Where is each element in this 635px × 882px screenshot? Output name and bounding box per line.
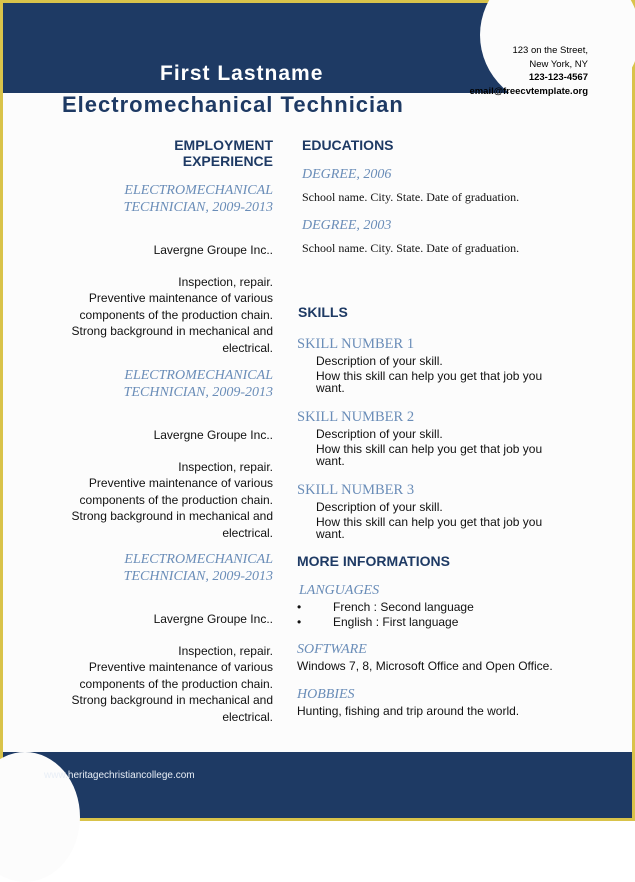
skill-help-line1: How this skill can help you get that job you	[316, 442, 543, 456]
footer-website-link[interactable]: www.heritagechristiancollege.com	[44, 770, 195, 781]
company: Lavergne Groupe Inc..	[153, 612, 273, 626]
company: Lavergne Groupe Inc..	[153, 243, 273, 257]
address-line-2: New York, NY	[529, 58, 588, 70]
job-title: Electromechanical Technician	[62, 92, 404, 117]
job-entry-2	[40, 368, 273, 541]
skill-desc: Description of your skill.	[316, 500, 443, 514]
person-name: First Lastname	[160, 62, 324, 85]
employment-heading	[40, 137, 273, 169]
language-text: English : First language	[333, 615, 459, 629]
skill-help-line1: How this skill can help you get that job you	[316, 515, 543, 529]
skill-help-line1: How this skill can help you get that job you	[316, 369, 543, 383]
bullet: •	[297, 615, 302, 629]
educations-heading: EDUCATIONS	[302, 137, 394, 153]
employment-heading-line2: EXPERIENCE	[182, 153, 273, 169]
skill-3-desc	[316, 500, 542, 539]
phone: 123-123-4567	[528, 72, 588, 83]
duty-5: electrical.	[222, 525, 273, 540]
duty-2: Preventive maintenance of various	[88, 291, 273, 305]
more-info-heading: MORE INFORMATIONS	[297, 553, 450, 569]
job-title-line2: TECHNICIAN, 2009-2013	[123, 199, 273, 215]
duty-1: Inspection, repair.	[178, 643, 273, 658]
skill-1-title: SKILL NUMBER 1	[297, 336, 415, 352]
job-title-line1: ELECTROMECHANICAL	[124, 183, 273, 198]
duty-4: Strong background in mechanical and	[71, 509, 273, 523]
degree-1-detail: School name. City. State. Date of graduation.	[302, 190, 520, 204]
skill-desc: Description of your skill.	[316, 427, 443, 441]
duty-1: Inspection, repair.	[178, 459, 273, 474]
skill-help-line2: want.	[316, 381, 345, 395]
language-text: French : Second language	[333, 600, 474, 614]
job-title-line1: ELECTROMECHANICAL	[124, 552, 273, 567]
job-entry-3	[40, 552, 273, 725]
language-item-2	[297, 614, 458, 631]
email: email@freecvtemplate.org	[469, 85, 588, 97]
duty-3: components of the production chain.	[79, 676, 273, 691]
duty-5: electrical.	[222, 340, 273, 355]
duty-3: components of the production chain.	[79, 307, 273, 322]
duty-4: Strong background in mechanical and	[71, 324, 273, 338]
skills-heading: SKILLS	[298, 304, 348, 320]
degree-2-detail: School name. City. State. Date of graduation.	[302, 241, 520, 255]
address-line-1: 123 on the Street,	[512, 45, 588, 56]
software-text: Windows 7, 8, Microsoft Office and Open Office.	[297, 659, 553, 673]
duty-1: Inspection, repair.	[178, 274, 273, 289]
degree-2: DEGREE, 2003	[302, 218, 392, 233]
hobbies-text: Hunting, fishing and trip around the world.	[297, 704, 520, 718]
duty-2: Preventive maintenance of various	[88, 476, 273, 490]
skill-2-desc	[316, 427, 542, 466]
degree-1: DEGREE, 2006	[302, 167, 392, 182]
job-entry-1	[40, 183, 273, 356]
skill-desc: Description of your skill.	[316, 354, 443, 368]
skill-3-title: SKILL NUMBER 3	[297, 482, 415, 498]
skill-help-line2: want.	[316, 454, 345, 468]
duty-5: electrical.	[222, 709, 273, 724]
duty-3: components of the production chain.	[79, 492, 273, 507]
job-title-line1: ELECTROMECHANICAL	[124, 368, 273, 383]
footer-band	[3, 752, 632, 818]
company: Lavergne Groupe Inc..	[153, 428, 273, 442]
software-title: SOFTWARE	[297, 642, 367, 657]
duty-4: Strong background in mechanical and	[71, 693, 273, 707]
job-title-line2: TECHNICIAN, 2009-2013	[123, 568, 273, 584]
skill-2-title: SKILL NUMBER 2	[297, 409, 415, 425]
hobbies-title: HOBBIES	[297, 687, 355, 702]
duty-2: Preventive maintenance of various	[88, 660, 273, 674]
contact-block	[469, 44, 588, 98]
employment-heading-line1: EMPLOYMENT	[174, 137, 273, 153]
languages-title: LANGUAGES	[299, 583, 380, 598]
bullet: •	[297, 600, 302, 614]
job-title-line2: TECHNICIAN, 2009-2013	[123, 384, 273, 400]
skill-help-line2: want.	[316, 527, 345, 541]
skill-1-desc	[316, 354, 542, 393]
